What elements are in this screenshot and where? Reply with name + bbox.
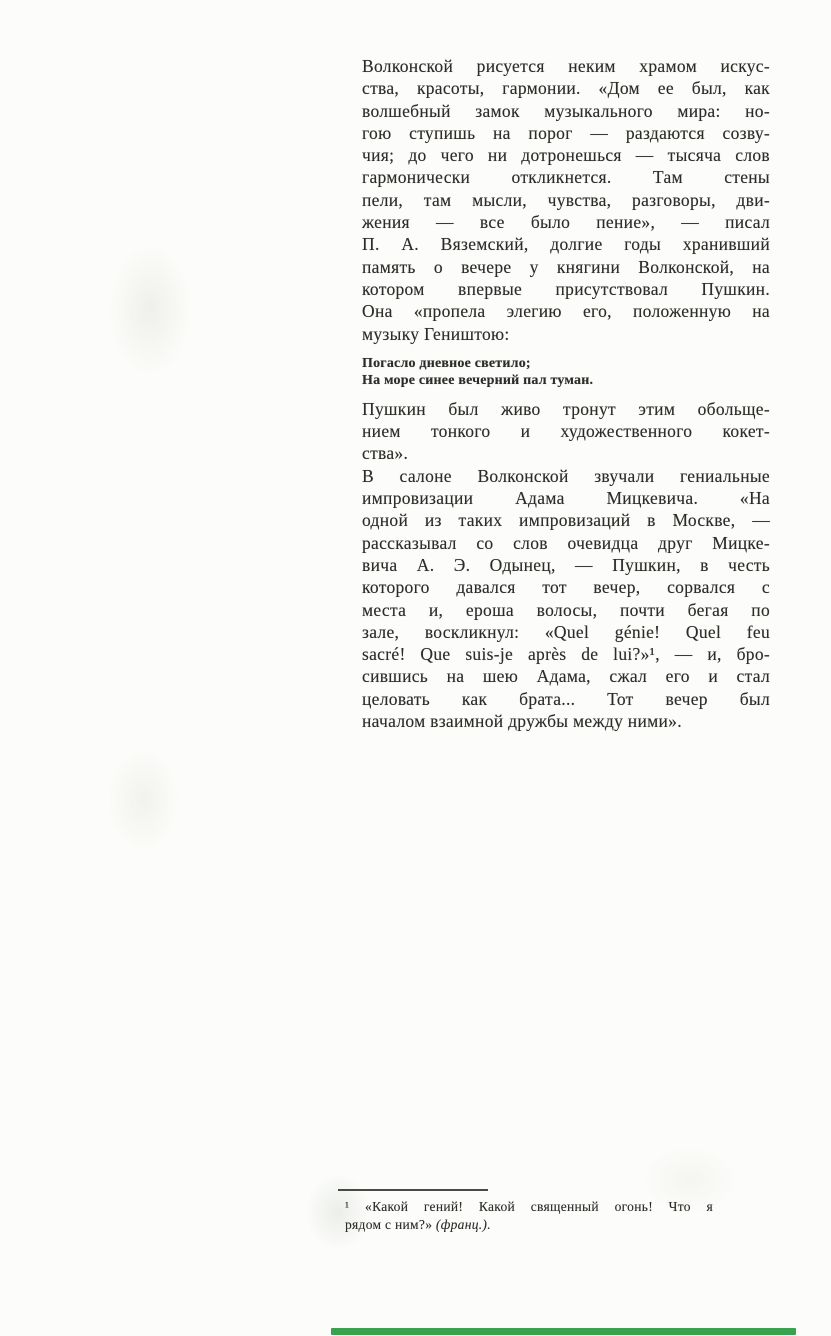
text-line: которого давался тот вечер, сорвался с [362,577,770,598]
text-line: гармонически откликнется. Там стены [362,167,770,188]
text-line: Волконской рисуется неким храмом искус- [362,56,770,76]
verse-quote [362,355,770,389]
paragraph-2 [362,398,770,465]
text-line: Она «пропела элегию его, положенную на [362,301,770,322]
text-line: одной из таких импровизаций в Москве, — [362,510,770,531]
text-line: целовать как брата... Тот вечер был [362,688,770,709]
text-line: импровизации Адама Мицкевича. «На [362,488,770,509]
text-line: зале, воскликнул: «Quel génie! Quel feu [362,621,770,642]
verse-line: На море синее вечерний пал туман. [362,372,594,388]
text-line: началом взаимной дружбы между ними». [362,711,682,732]
text-line: места и, ероша волосы, почти бегая по [362,599,770,620]
text-line: ства». [362,443,409,464]
footnote-line-2 [345,1216,713,1234]
text-line: вича А. Э. Одынец, — Пушкин, в честь [362,554,770,575]
text-line: память о вечере у княгини Волконской, на [362,256,770,277]
text-line: П. А. Вяземский, долгие годы хранивший [362,234,770,255]
text-line: Пушкин был живо тронут этим обольще- [362,398,770,419]
footnote-line-2-text: рядом с ним?» [345,1217,436,1232]
text-line: котором впервые присутствовал Пушкин. [362,278,770,299]
verse-line: Погасло дневное светило; [362,355,531,371]
footnote-language-note: (франц.). [435,1217,491,1232]
text-line: В салоне Волконской звучали гениальные [362,465,770,486]
text-line: ства, красоты, гармонии. «Дом ее был, как [362,78,770,99]
text-line: пели, там мысли, чувства, разговоры, дви- [362,189,770,210]
text-line: сившись на шею Адама, сжал его и стал [362,666,770,687]
text-line: нием тонкого и художественного кокет- [362,421,770,442]
text-line: музыку Геништою: [362,323,510,344]
text-column [362,55,770,732]
footnote [345,1198,713,1234]
paragraph-3 [362,465,770,733]
footnote-separator-line [338,1189,488,1191]
text-line: волшебный замок музыкального мира: но- [362,100,770,121]
text-line: чия; до чего ни дотронешься — тысяча слов [362,145,770,166]
scanner-edge-artifact [331,1328,796,1335]
footnote-line-1: ¹ «Какой гений! Какой священный огонь! Что я [345,1199,713,1214]
text-line: рассказывал со слов очевидца друг Мицке- [362,532,770,553]
paragraph-1 [362,55,770,345]
text-line: жения — все было пение», — писал [362,212,770,233]
text-line: гою ступишь на порог — раздаются созву- [362,122,770,143]
text-line: sacré! Que suis-je après de lui?»¹, — и, бро- [362,644,770,665]
